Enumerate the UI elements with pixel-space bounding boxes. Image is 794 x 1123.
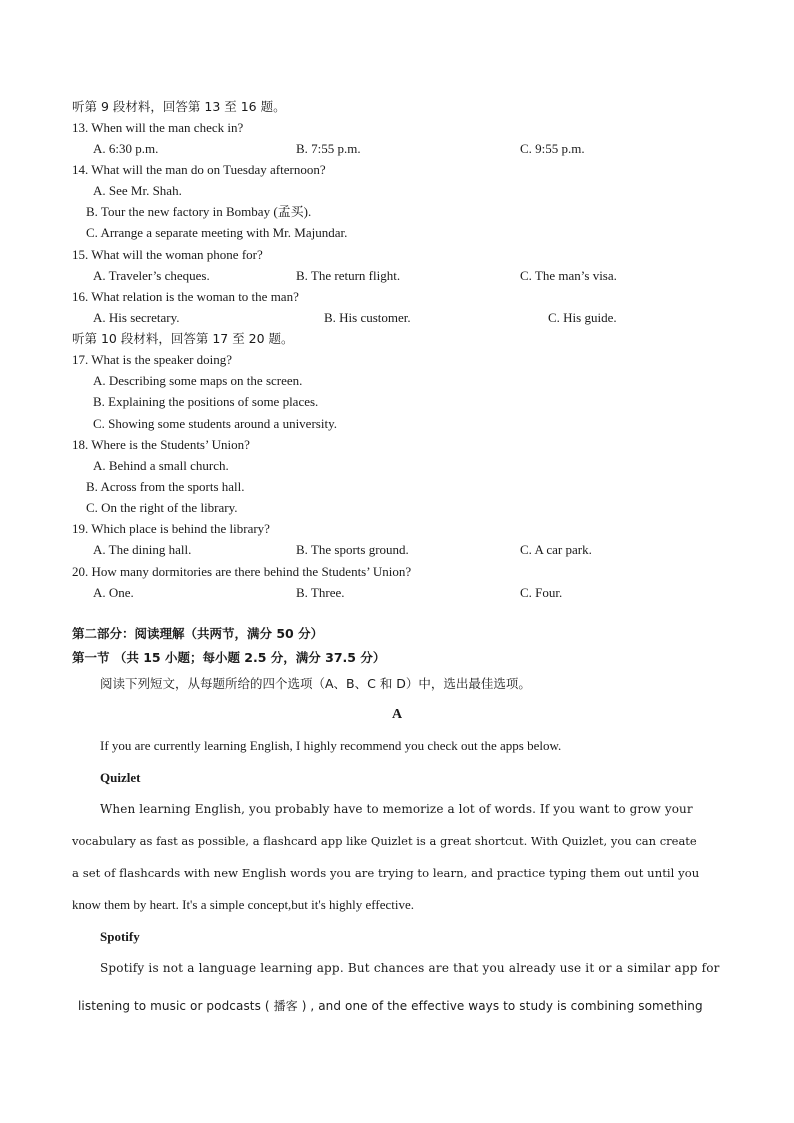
q14-option-b: B. Tour the new factory in Bombay (孟买). bbox=[86, 204, 312, 219]
q17-option-b: B. Explaining the positions of some places. bbox=[93, 394, 319, 409]
q17-stem: 17. What is the speaker doing? bbox=[72, 352, 233, 367]
q20-option-b: B. Three. bbox=[296, 585, 345, 600]
q18-option-c: C. On the right of the library. bbox=[86, 500, 238, 515]
q14-option-a: A. See Mr. Shah. bbox=[93, 183, 182, 198]
q13-option-c: C. 9:55 p.m. bbox=[520, 141, 585, 156]
q14-stem: 14. What will the man do on Tuesday afternoon? bbox=[72, 162, 326, 177]
part-two-title: 第二部分：阅读理解（共两节，满分 50 分） bbox=[72, 626, 324, 641]
passage-label: A bbox=[391, 707, 403, 722]
q15-stem: 15. What will the woman phone for? bbox=[72, 247, 263, 262]
passage-intro: If you are currently learning English, I highly recommend you check out the apps below. bbox=[100, 738, 562, 753]
quizlet-line-4: know them by heart. It's a simple concept,but it's highly effective. bbox=[72, 897, 414, 912]
q18-option-b: B. Across from the sports hall. bbox=[86, 479, 245, 494]
q19-option-b: B. The sports ground. bbox=[296, 542, 409, 557]
q15-option-b: B. The return flight. bbox=[296, 268, 401, 283]
q17-option-a: A. Describing some maps on the screen. bbox=[93, 373, 303, 388]
q16-option-c: C. His guide. bbox=[548, 310, 617, 325]
q15-option-c: C. The man’s visa. bbox=[520, 268, 617, 283]
app-heading-spotify: Spotify bbox=[100, 929, 140, 944]
q19-option-a: A. The dining hall. bbox=[93, 542, 192, 557]
q13-option-b: B. 7:55 p.m. bbox=[296, 141, 361, 156]
app-heading-quizlet: Quizlet bbox=[100, 770, 141, 785]
quizlet-line-1: When learning English, you probably have to memorize a lot of words. If you want to grow your bbox=[100, 802, 693, 816]
q13-option-a: A. 6:30 p.m. bbox=[93, 141, 159, 156]
section9-header: 听第 9 段材料，回答第 13 至 16 题。 bbox=[72, 99, 286, 114]
q16-option-a: A. His secretary. bbox=[93, 310, 180, 325]
section-one-title: 第一节 （共 15 小题；每小题 2.5 分，满分 37.5 分） bbox=[72, 650, 386, 665]
q16-option-b: B. His customer. bbox=[324, 310, 411, 325]
spotify-line-1: Spotify is not a language learning app. But chances are that you already use it or a similar app for bbox=[100, 961, 720, 975]
q15-option-a: A. Traveler’s cheques. bbox=[93, 268, 210, 283]
q17-option-c: C. Showing some students around a university. bbox=[93, 416, 337, 431]
q20-stem: 20. How many dormitories are there behind the Students’ Union? bbox=[72, 564, 412, 579]
quizlet-line-3: a set of flashcards with new English words you are trying to learn, and practice typing them out until you bbox=[72, 866, 700, 880]
quizlet-line-2: vocabulary as fast as possible, a flashcard app like Quizlet is a great shortcut. With Quizlet, you can create bbox=[72, 834, 697, 848]
q18-option-a: A. Behind a small church. bbox=[93, 458, 229, 473]
reading-instruction: 阅读下列短文，从每题所给的四个选项（A、B、C 和 D）中，选出最佳选项。 bbox=[100, 676, 531, 691]
q19-option-c: C. A car park. bbox=[520, 542, 592, 557]
q20-option-c: C. Four. bbox=[520, 585, 563, 600]
section10-header: 听第 10 段材料，回答第 17 至 20 题。 bbox=[72, 331, 294, 346]
spotify-line-2: listening to music or podcasts ( 播客 ) , and one of the effective ways to study is combining something bbox=[78, 999, 703, 1013]
q18-stem: 18. Where is the Students’ Union? bbox=[72, 437, 250, 452]
q19-stem: 19. Which place is behind the library? bbox=[72, 521, 270, 536]
q16-stem: 16. What relation is the woman to the man? bbox=[72, 289, 299, 304]
q14-option-c: C. Arrange a separate meeting with Mr. Majundar. bbox=[86, 225, 348, 240]
q13-stem: 13. When will the man check in? bbox=[72, 120, 244, 135]
q20-option-a: A. One. bbox=[93, 585, 134, 600]
